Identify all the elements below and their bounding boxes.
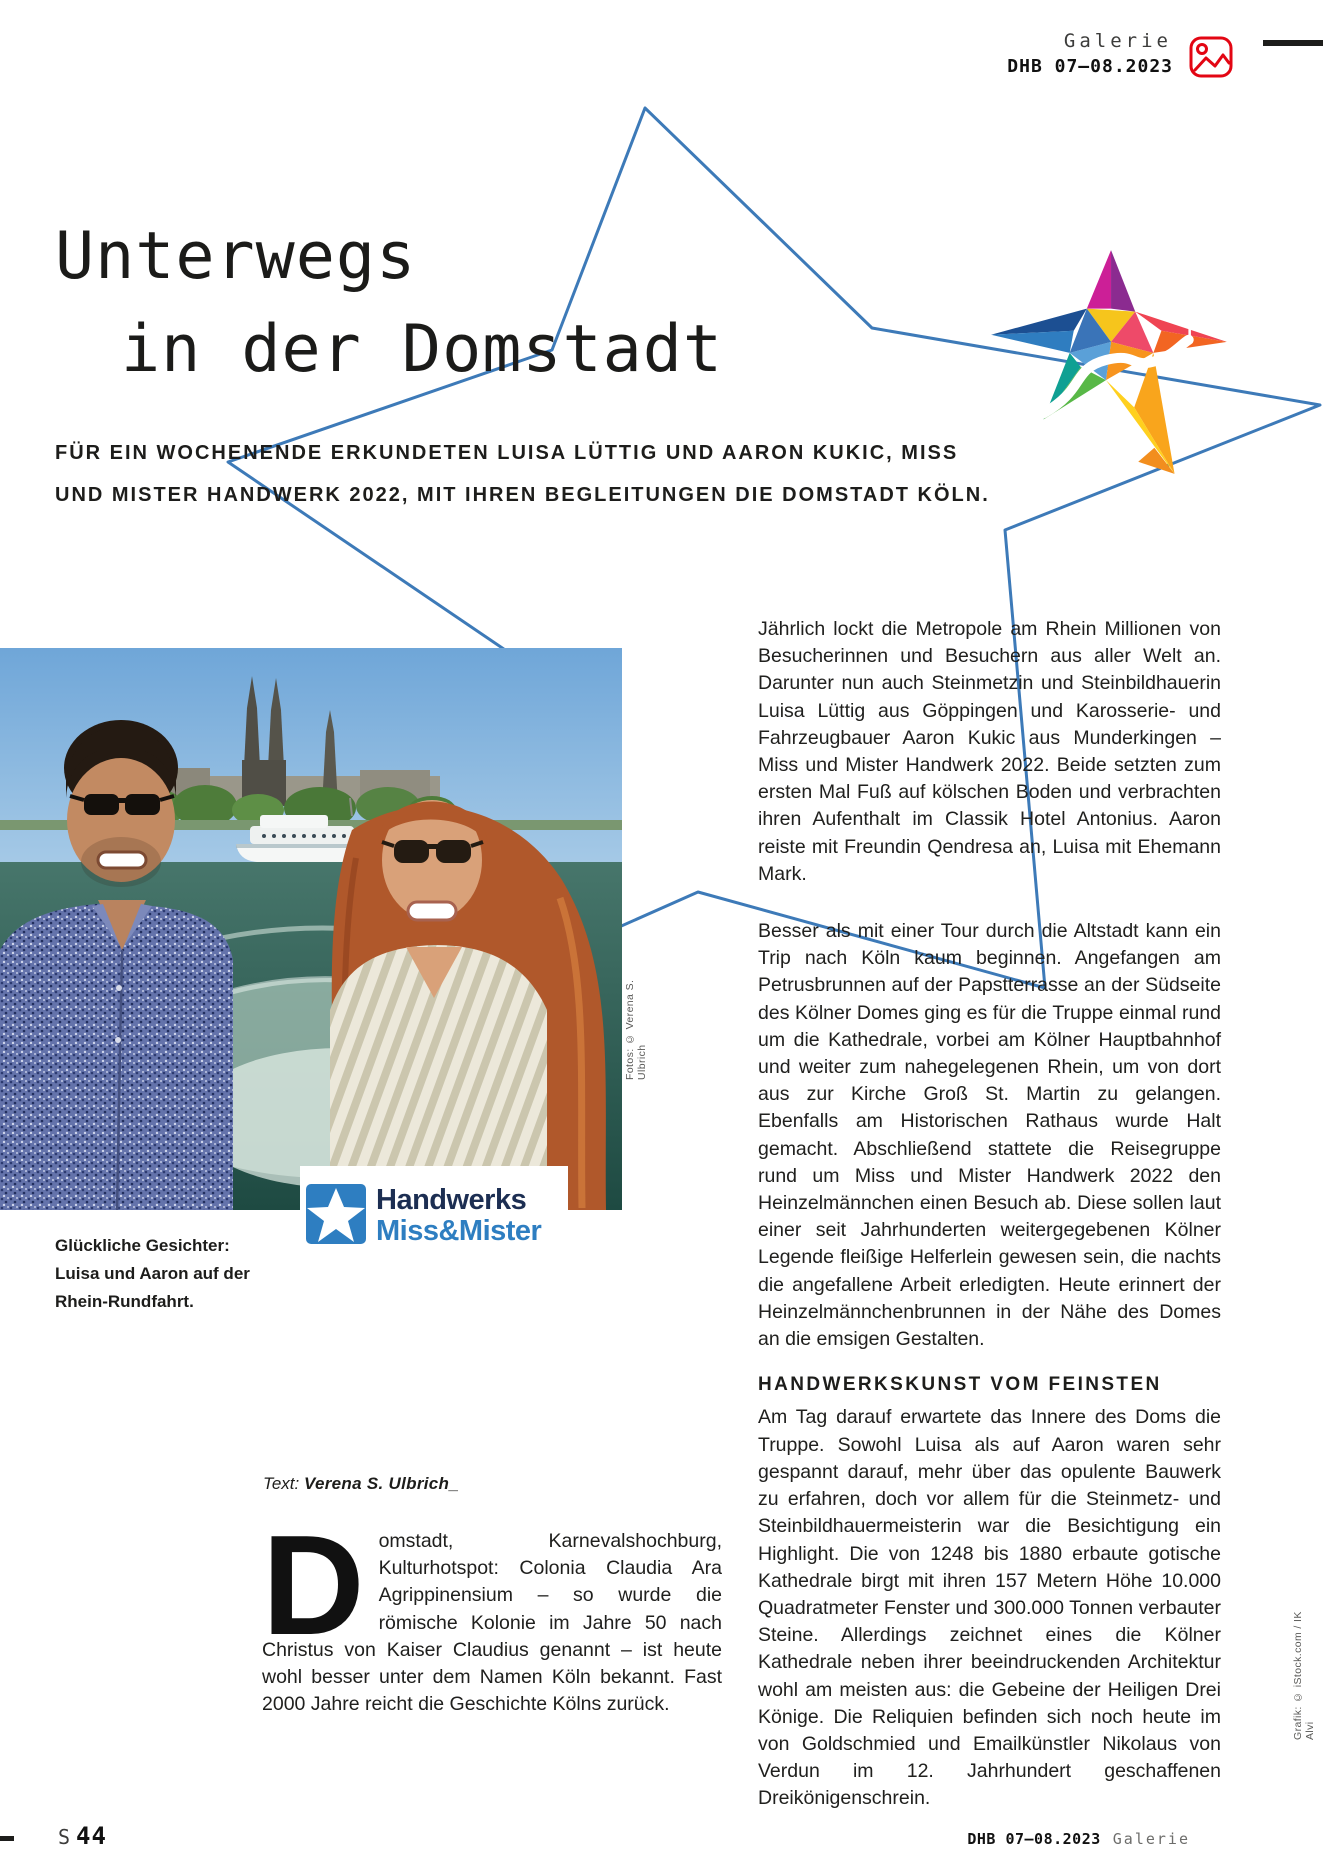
photo-caption (55, 1232, 250, 1316)
article-standfirst (55, 432, 990, 516)
section-label: Galerie (1063, 30, 1172, 52)
footer-page-number (58, 1822, 107, 1850)
byline-label: Text: (263, 1474, 304, 1493)
paragraph-tour: Besser als mit einer Tour durch die Altstadt kann ein Trip nach Köln kaum beginnen. Angefangen am Petrusbrunnen auf der Papstterrasse an der Südseite des Kölner Domes ging es für die Truppe einmal rund um die Kathedrale, vorbei am Kölner Hauptbahnhof und weiter zum nahegelegenen Rhein, um von dort aus zur Kirche Groß St. Martin zu gelangen. Ebenfalls am Historischen Rathaus wurde Halt gemacht. Abschließend stattete die Reisegruppe rund um Miss und Mister Handwerk 2022 den Heinzelmännchen einen Besuch ab. Diese sollen laut einer seit Jahrhunderten weitergegebenen Kölner Legende fleißige Helferlein gewesen sein, die nachts die angefallene Arbeit erledigten. Heute erinnert der Heinzelmännchenbrunnen in der Nähe des Domes an die emsigen Gestalten. (758, 920, 1221, 1351)
header-rule (1263, 40, 1323, 46)
paragraph-domstadt: omstadt, Karnevalshochburg, Kulturhotspot: Colonia Claudia Ara Agrippinensium – so wurde die römische Kolonie im Jahre 50 nach Christus von Kaiser Claudius genannt – ist heute wohl besser unter dem Namen Köln bekannt. Fast 2000 Jahre reicht die Geschichte Kölns zurück. (262, 1530, 722, 1716)
footer-section-label: Galerie (1112, 1830, 1190, 1848)
handwerks-miss-mister-logo (300, 1166, 568, 1266)
drop-cap: D (262, 1506, 365, 1665)
byline (263, 1474, 459, 1494)
graphic-credit: Grafik: © iStock.com / IK Alvi (1292, 1611, 1316, 1740)
issue-label: DHB 07–08.2023 (1007, 56, 1173, 77)
logo-wordmark (376, 1185, 541, 1247)
page-number: 44 (76, 1822, 107, 1850)
footer-rule (0, 1836, 14, 1841)
title-line-2: in der Domstadt (121, 312, 723, 387)
article-left-column (262, 1506, 722, 1718)
photo-credit: Fotos: © Verena S. Ulbrich (624, 979, 648, 1080)
footer-issue-label: DHB 07–08.2023 (967, 1830, 1101, 1848)
footer-issue (967, 1830, 1190, 1848)
low-poly-star-graphic (985, 246, 1232, 483)
paragraph-cathedral: Am Tag darauf erwartete das Innere des Doms die Truppe. Sowohl Luisa als auf Aaron waren sehr gespannt darauf, mehr über das opulente Bauwerk zu erfahren, doch vor allem für die Steinmetz- und Steinbildhauermeisterin war die Besichtigung ein Highlight. Die von 1248 bis 1880 erbaute gotische Kathedrale birgt mit ihren 157 Metern Höhe 10.000 Quadratmeter Fenster und 300.000 Tonnen verbauter Steine. Allerdings zeichnet eines die Kölner Kathedrale neben ihrer beeindruckenden Architektur wohl am meisten aus: die Gebeine der Heiligen Drei Könige. Die Reliquien befinden sich noch heute im von Goldschmied und Emailkünstler Nikolaus von Verdun im 12. Jahrhundert geschaffenen Dreikönigenschrein. (758, 1406, 1221, 1810)
gallery-icon (1188, 34, 1234, 85)
article-right-column (758, 616, 1221, 1813)
page-title (55, 210, 723, 396)
caption-line-3: Rhein-Rundfahrt. (55, 1292, 194, 1311)
standfirst-line-2: UND MISTER HANDWERK 2022, MIT IHREN BEGLEITUNGEN DIE DOMSTADT KÖLN. (55, 484, 990, 506)
title-line-1: Unterwegs (55, 219, 417, 294)
logo-line-1: Handwerks (376, 1184, 527, 1216)
byline-author: Verena S. Ulbrich_ (303, 1474, 459, 1493)
caption-line-1: Glückliche Gesichter: (55, 1236, 230, 1255)
page-prefix: S (58, 1825, 71, 1849)
standfirst-line-1: FÜR EIN WOCHENENDE ERKUNDETEN LUISA LÜTTIG UND AARON KUKIC, MISS (55, 442, 959, 464)
paragraph-intro: Jährlich lockt die Metropole am Rhein Millionen von Besucherinnen und Besuchern aus aller Welt an. Darunter nun auch Steinmetzin und Steinbildhauerin Luisa Lüttig aus Göppingen und Karosserie- und Fahrzeugbauer Aaron Kukic aus Munderkingen – Miss und Mister Handwerk 2022. Beide setzten zum ersten Mal Fuß auf kölschen Boden und verbrachten ihren Aufenthalt im Classik Hotel Antonius. Aaron reiste mit Freundin Qendresa an, Luisa mit Ehemann Mark. (758, 618, 1221, 885)
caption-line-2: Luisa und Aaron auf der (55, 1264, 250, 1283)
photo-rhine-cruise (0, 648, 622, 1210)
subheading-handwerkskunst: HANDWERKSKUNST VOM FEINSTEN (758, 1374, 1162, 1396)
logo-star-icon (306, 1184, 366, 1249)
logo-line-2: Miss&Mister (376, 1215, 542, 1247)
